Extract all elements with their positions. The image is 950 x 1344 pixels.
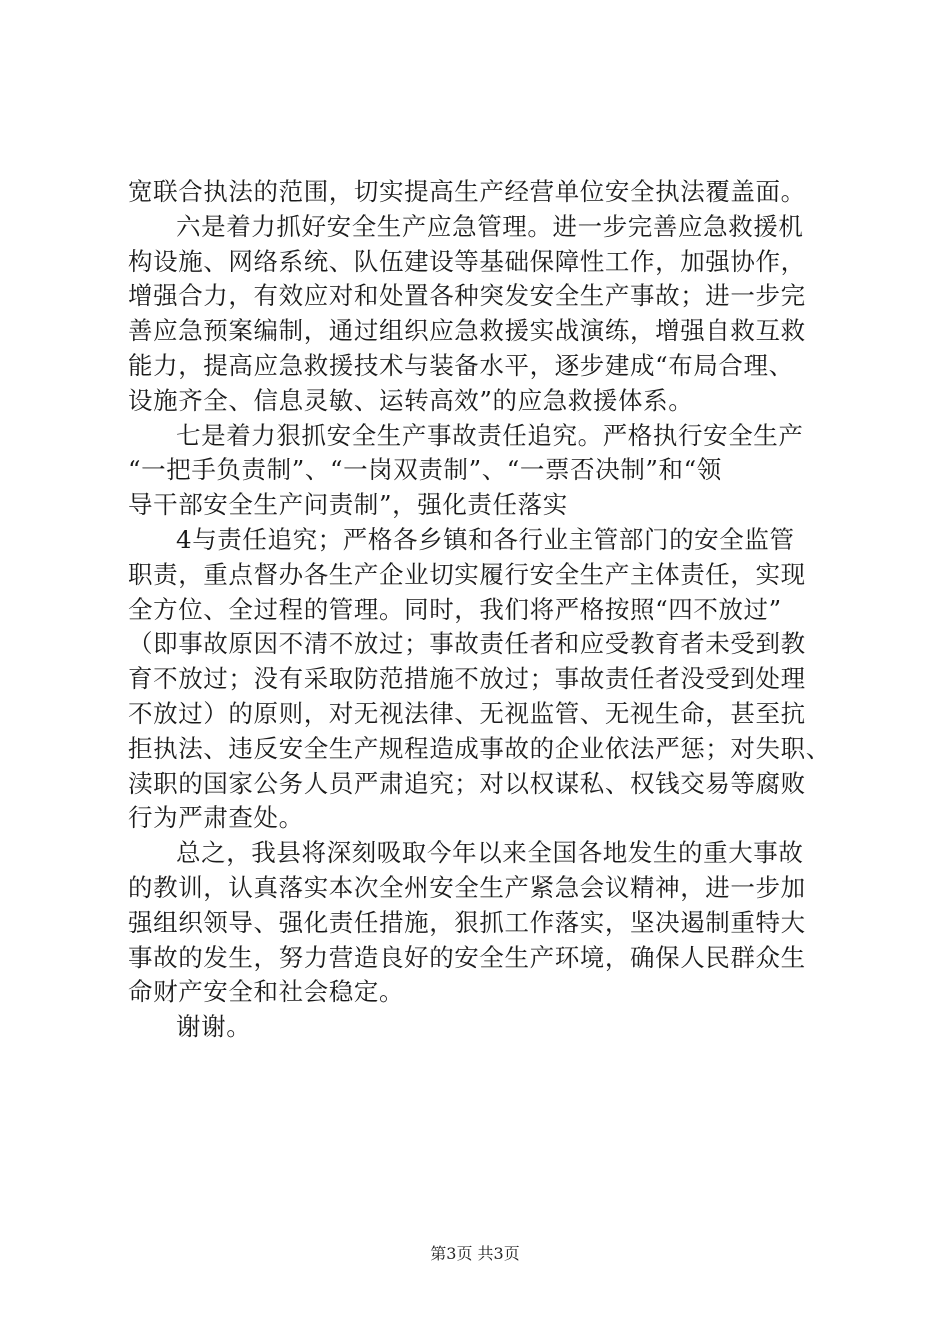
paragraph-seven-start: 七是着力狠抓安全生产事故责任追究。严格执行安全生产 — [176, 420, 804, 450]
text-line: 善应急预案编制，通过组织应急救援实战演练，增强自救互救 — [128, 316, 806, 346]
text-line: 全方位、全过程的管理。同时，我们将严格按照“四不放过” — [128, 594, 782, 624]
paragraph-six-start: 六是着力抓好安全生产应急管理。进一步完善应急救援机 — [176, 211, 804, 241]
text-line: 事故的发生，努力营造良好的安全生产环境，确保人民群众生 — [128, 942, 806, 972]
closing-thanks: 谢谢。 — [176, 1012, 252, 1042]
text-line: 宽联合执法的范围，切实提高生产经营单位安全执法覆盖面。 — [128, 177, 806, 206]
text-line: 能力，提高应急救援技术与装备水平，逐步建成“布局合理、 — [128, 350, 794, 380]
text-line: 构设施、网络系统、队伍建设等基础保障性工作，加强协作， — [128, 246, 806, 276]
text-line: 育不放过；没有采取防范措施不放过；事故责任者没受到处理 — [128, 664, 806, 694]
text-line: 拒执法、违反安全生产规程造成事故的企业依法严惩；对失职、 — [128, 733, 831, 763]
text-line: “一把手负责制”、“一岗双责制”、“一票否决制”和“领 — [128, 455, 722, 485]
text-line: 设施齐全、信息灵敏、运转高效”的应急救援体系。 — [128, 385, 694, 415]
paragraph-continuation-start: 4与责任追究；严格各乡镇和各行业主管部门的安全监管 — [176, 524, 795, 554]
text-line: （即事故原因不清不放过；事故责任者和应受教育者未受到教 — [128, 629, 806, 659]
text-line: 的教训，认真落实本次全州安全生产紧急会议精神，进一步加 — [128, 872, 806, 902]
page-number-footer: 第3页 共3页 — [430, 1244, 520, 1263]
text-line: 渎职的国家公务人员严肃追究；对以权谋私、权钱交易等腐败 — [128, 768, 806, 798]
text-line: 强组织领导、强化责任措施，狠抓工作落实，坚决遏制重特大 — [128, 907, 806, 937]
paragraph-summary-start: 总之，我县将深刻吸取今年以来全国各地发生的重大事故 — [176, 838, 804, 868]
text-line: 增强合力，有效应对和处置各种突发安全生产事故；进一步完 — [128, 281, 806, 311]
text-line: 命财产安全和社会稳定。 — [128, 977, 405, 1007]
text-line: 不放过）的原则，对无视法律、无视监管、无视生命，甚至抗 — [128, 698, 806, 728]
document-body — [128, 175, 848, 1045]
text-line: 导干部安全生产问责制”，强化责任落实 — [128, 490, 568, 520]
text-line: 职责，重点督办各生产企业切实履行安全生产主体责任，实现 — [128, 559, 806, 589]
text-line: 行为严肃查处。 — [128, 803, 304, 833]
